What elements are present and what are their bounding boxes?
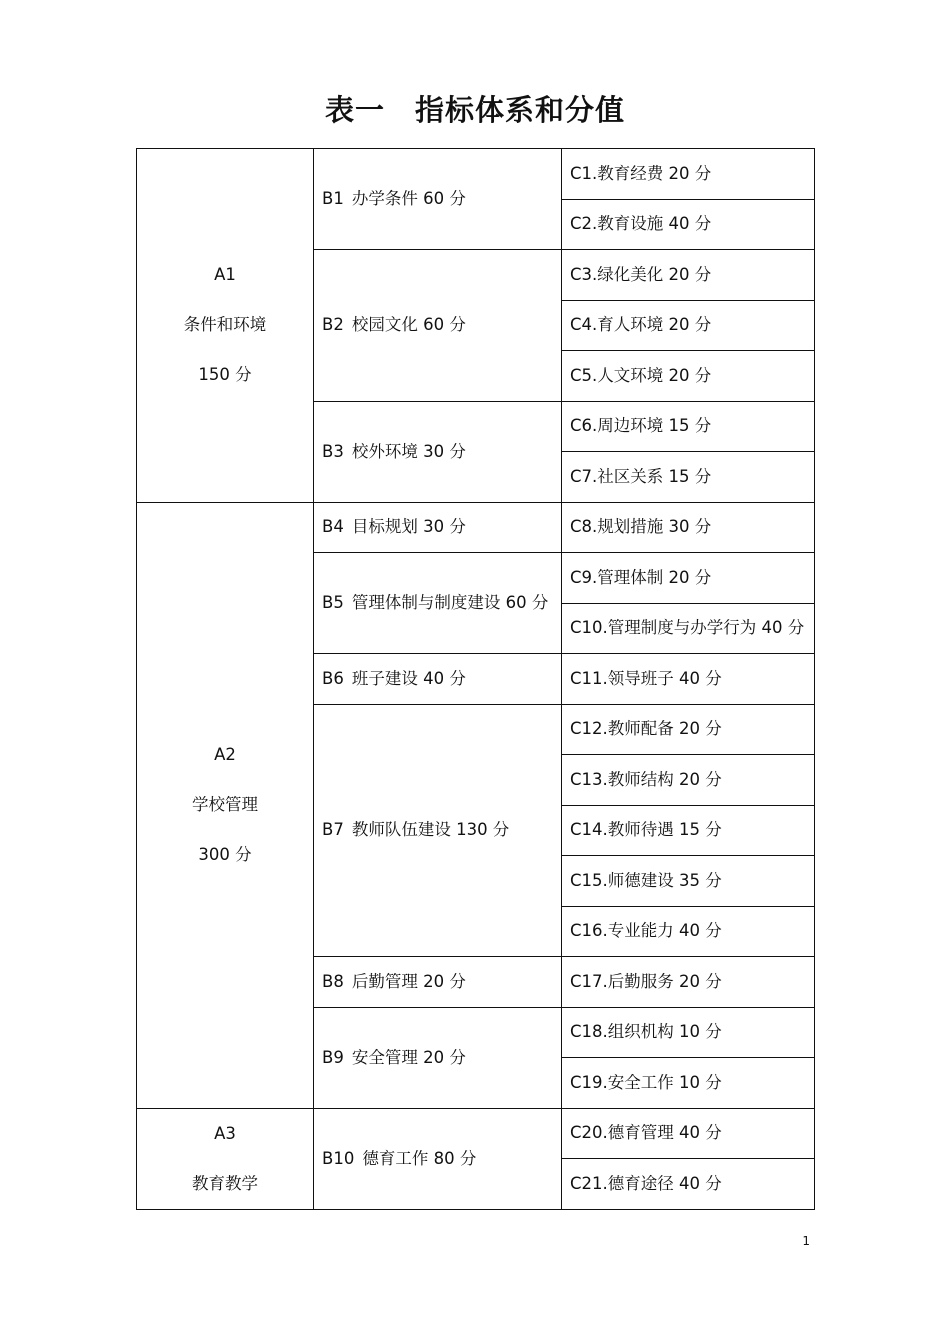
level-c-cell-c21: C21.德育途径 40 分 (562, 1159, 815, 1210)
level-b-code: B2 (322, 315, 344, 335)
table-row (137, 1108, 815, 1159)
level-c-cell-c2: C2.教育设施 40 分 (562, 199, 815, 250)
level-c-cell-c17: C17.后勤服务 20 分 (562, 957, 815, 1008)
level-b-label: 校外环境 30 分 (351, 441, 466, 461)
page-title-number: 表一 (324, 93, 385, 127)
level-b-label: 教师队伍建设 130 分 (351, 820, 510, 840)
level-b-code: B7 (322, 820, 344, 840)
level-b-code: B1 (322, 189, 344, 208)
level-b-cell-b4 (314, 502, 562, 553)
level-c-cell-c4: C4.育人环境 20 分 (562, 300, 815, 351)
level-b-label: 后勤管理 20 分 (351, 971, 466, 991)
level-c-cell-c14: C14.教师待遇 15 分 (562, 805, 815, 856)
level-c-cell-c7: C7.社区关系 15 分 (562, 452, 815, 503)
level-c-cell-c18: C18.组织机构 10 分 (562, 1007, 815, 1058)
level-b-cell-b2 (314, 250, 562, 402)
level-a-code: A3 (214, 1123, 236, 1143)
level-c-cell-c19: C19.安全工作 10 分 (562, 1058, 815, 1109)
level-b-cell-b7 (314, 704, 562, 957)
page-title-text: 指标体系和分值 (415, 93, 626, 127)
level-b-cell-b5 (314, 553, 562, 654)
level-a-name: 条件和环境 (183, 315, 267, 335)
level-b-cell-b9 (314, 1007, 562, 1108)
level-b-cell-b3 (314, 401, 562, 502)
level-b-code: B3 (322, 441, 344, 461)
index-system-table (136, 148, 815, 1210)
level-b-code: B10 (322, 1148, 355, 1168)
level-a-code: A2 (214, 745, 236, 764)
level-a-cell-a1 (137, 149, 314, 503)
level-c-cell-c12: C12.教师配备 20 分 (562, 704, 815, 755)
level-b-label: 目标规划 30 分 (351, 517, 466, 537)
level-a-cell-a3 (137, 1108, 314, 1209)
level-b-code: B8 (322, 971, 344, 991)
level-b-label: 德育工作 80 分 (362, 1148, 477, 1168)
level-b-cell-b6 (314, 654, 562, 705)
level-a-score: 300 分 (198, 845, 252, 864)
level-c-cell-c16: C16.专业能力 40 分 (562, 906, 815, 957)
level-a-name: 学校管理 (192, 795, 258, 814)
level-c-cell-c10: C10.管理制度与办学行为 40 分 (562, 603, 815, 654)
page-title (0, 88, 950, 132)
level-c-cell-c6: C6.周边环境 15 分 (562, 401, 815, 452)
level-b-code: B6 (322, 668, 344, 688)
level-b-label: 办学条件 60 分 (351, 189, 466, 208)
level-c-cell-c15: C15.师德建设 35 分 (562, 856, 815, 907)
level-c-cell-c8: C8.规划措施 30 分 (562, 502, 815, 553)
level-c-cell-c9: C9.管理体制 20 分 (562, 553, 815, 604)
level-a-name: 教育教学 (192, 1173, 258, 1193)
level-b-label: 管理体制与制度建设 60 分 (351, 593, 549, 612)
level-c-cell-c1: C1.教育经费 20 分 (562, 149, 815, 200)
level-b-label: 安全管理 20 分 (351, 1047, 466, 1067)
level-c-cell-c11: C11.领导班子 40 分 (562, 654, 815, 705)
level-c-cell-c20: C20.德育管理 40 分 (562, 1108, 815, 1159)
level-a-score: 150 分 (198, 365, 252, 385)
level-a-code: A1 (214, 265, 236, 285)
table-row (137, 149, 815, 200)
level-b-cell-b1 (314, 149, 562, 250)
level-b-code: B9 (322, 1047, 344, 1067)
table-row (137, 502, 815, 553)
level-b-label: 班子建设 40 分 (351, 668, 466, 688)
level-c-cell-c3: C3.绿化美化 20 分 (562, 250, 815, 301)
level-c-cell-c5: C5.人文环境 20 分 (562, 351, 815, 402)
level-c-cell-c13: C13.教师结构 20 分 (562, 755, 815, 806)
level-b-label: 校园文化 60 分 (351, 315, 466, 335)
level-b-code: B4 (322, 517, 344, 537)
level-a-cell-a2 (137, 502, 314, 1108)
level-b-code: B5 (322, 593, 344, 612)
level-b-cell-b10 (314, 1108, 562, 1209)
page-number: 1 (802, 1234, 810, 1248)
level-b-cell-b8 (314, 957, 562, 1008)
